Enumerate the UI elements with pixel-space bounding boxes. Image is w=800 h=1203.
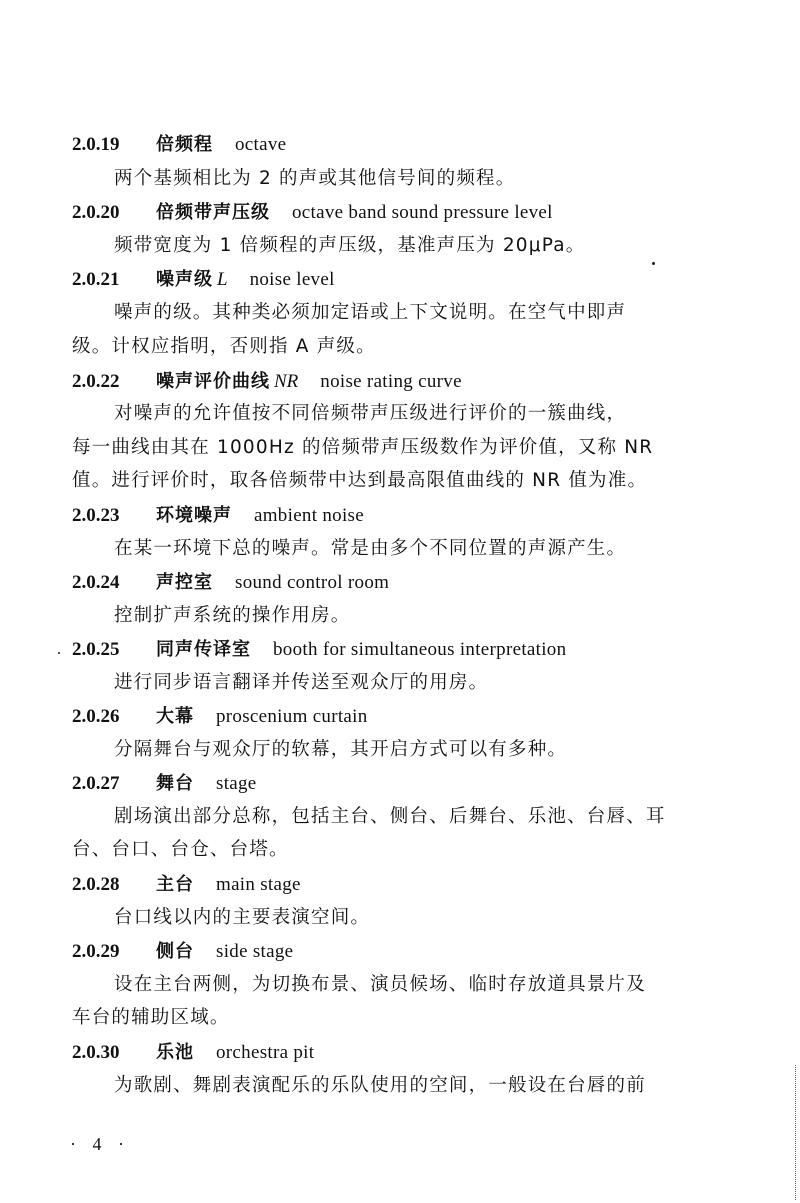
definition-line: 剧场演出部分总称，包括主台、侧台、后舞台、乐池、台唇、耳 (114, 806, 666, 827)
term-heading (72, 939, 293, 964)
term-english: side stage (216, 941, 294, 962)
term-english: noise rating curve (320, 371, 462, 392)
term-number: 2.0.23 (72, 505, 120, 526)
term-chinese: 侧台 (156, 941, 194, 962)
definition-line: 车台的辅助区域。 (72, 1007, 230, 1028)
term-symbol: L (217, 269, 228, 290)
term-chinese: 大幕 (156, 706, 194, 727)
definition-line: 为歌剧、舞剧表演配乐的乐队使用的空间，一般设在台唇的前 (114, 1075, 646, 1096)
term-english: ambient noise (254, 505, 364, 526)
definition-line: 级。计权应指明，否则指 A 声级。 (72, 336, 376, 357)
scan-edge-artifact (795, 1065, 800, 1200)
term-number: 2.0.24 (72, 572, 120, 593)
definition-line: 值。进行评价时，取各倍频带中达到最高限值曲线的 NR 值为准。 (72, 470, 648, 491)
term-english: stage (216, 773, 257, 794)
term-chinese: 倍频带声压级 (156, 202, 270, 223)
term-chinese: 噪声级 (156, 269, 213, 290)
definition-line: 噪声的级。其种类必须加定语或上下文说明。在空气中即声 (114, 302, 627, 323)
term-heading (72, 200, 553, 225)
term-english: sound control room (235, 572, 390, 593)
term-chinese: 环境噪声 (156, 505, 232, 526)
term-heading (72, 503, 364, 528)
term-heading (72, 1040, 314, 1065)
term-number: 2.0.26 (72, 706, 120, 727)
term-number: 2.0.25 (72, 639, 120, 660)
scan-speck (58, 652, 60, 654)
scan-speck (652, 262, 655, 265)
definition-line: 在某一环境下总的噪声。常是由多个不同位置的声源产生。 (114, 538, 627, 559)
term-english: proscenium curtain (216, 706, 368, 727)
definition-line: 对噪声的允许值按不同倍频带声压级进行评价的一簇曲线， (114, 403, 627, 424)
term-number: 2.0.28 (72, 874, 120, 895)
term-chinese: 乐池 (156, 1042, 194, 1063)
term-heading (72, 872, 301, 897)
definition-line: 频带宽度为 1 倍频程的声压级，基准声压为 20μPa。 (114, 235, 586, 256)
term-chinese: 舞台 (156, 773, 194, 794)
term-english: octave (235, 134, 287, 155)
term-number: 2.0.20 (72, 202, 120, 223)
term-heading (72, 132, 286, 157)
definition-line: 台、台口、台仓、台塔。 (72, 839, 289, 860)
term-heading (72, 637, 566, 662)
term-heading (72, 704, 368, 729)
definition-line: 两个基频相比为 2 的声或其他信号间的频程。 (114, 168, 516, 189)
term-heading (72, 771, 257, 796)
term-number: 2.0.22 (72, 371, 120, 392)
term-chinese: 噪声评价曲线 (156, 371, 270, 392)
term-number: 2.0.30 (72, 1042, 120, 1063)
definition-line: 台口线以内的主要表演空间。 (114, 907, 371, 928)
term-english: booth for simultaneous interpretation (273, 639, 567, 660)
term-symbol: NR (274, 371, 299, 392)
definition-line: 进行同步语言翻译并传送至观众厅的用房。 (114, 672, 489, 693)
term-chinese: 倍频程 (156, 134, 213, 155)
definition-line: 设在主台两侧，为切换布景、演员候场、临时存放道具景片及 (114, 974, 646, 995)
page-number: · 4 · (70, 1134, 130, 1154)
term-english: main stage (216, 874, 301, 895)
term-number: 2.0.29 (72, 941, 120, 962)
term-heading (72, 369, 462, 394)
term-english: orchestra pit (216, 1042, 315, 1063)
term-english: octave band sound pressure level (292, 202, 553, 223)
term-chinese: 声控室 (156, 572, 213, 593)
definition-line: 每一曲线由其在 1000Hz 的倍频带声压级数作为评价值，又称 NR (72, 437, 654, 458)
term-chinese: 同声传译室 (156, 639, 251, 660)
term-heading (72, 570, 389, 595)
term-number: 2.0.27 (72, 773, 120, 794)
term-heading (72, 267, 335, 292)
term-english: noise level (249, 269, 335, 290)
term-number: 2.0.21 (72, 269, 120, 290)
term-chinese: 主台 (156, 874, 194, 895)
definition-line: 分隔舞台与观众厅的软幕，其开启方式可以有多种。 (114, 739, 568, 760)
term-number: 2.0.19 (72, 134, 120, 155)
definition-line: 控制扩声系统的操作用房。 (114, 605, 351, 626)
